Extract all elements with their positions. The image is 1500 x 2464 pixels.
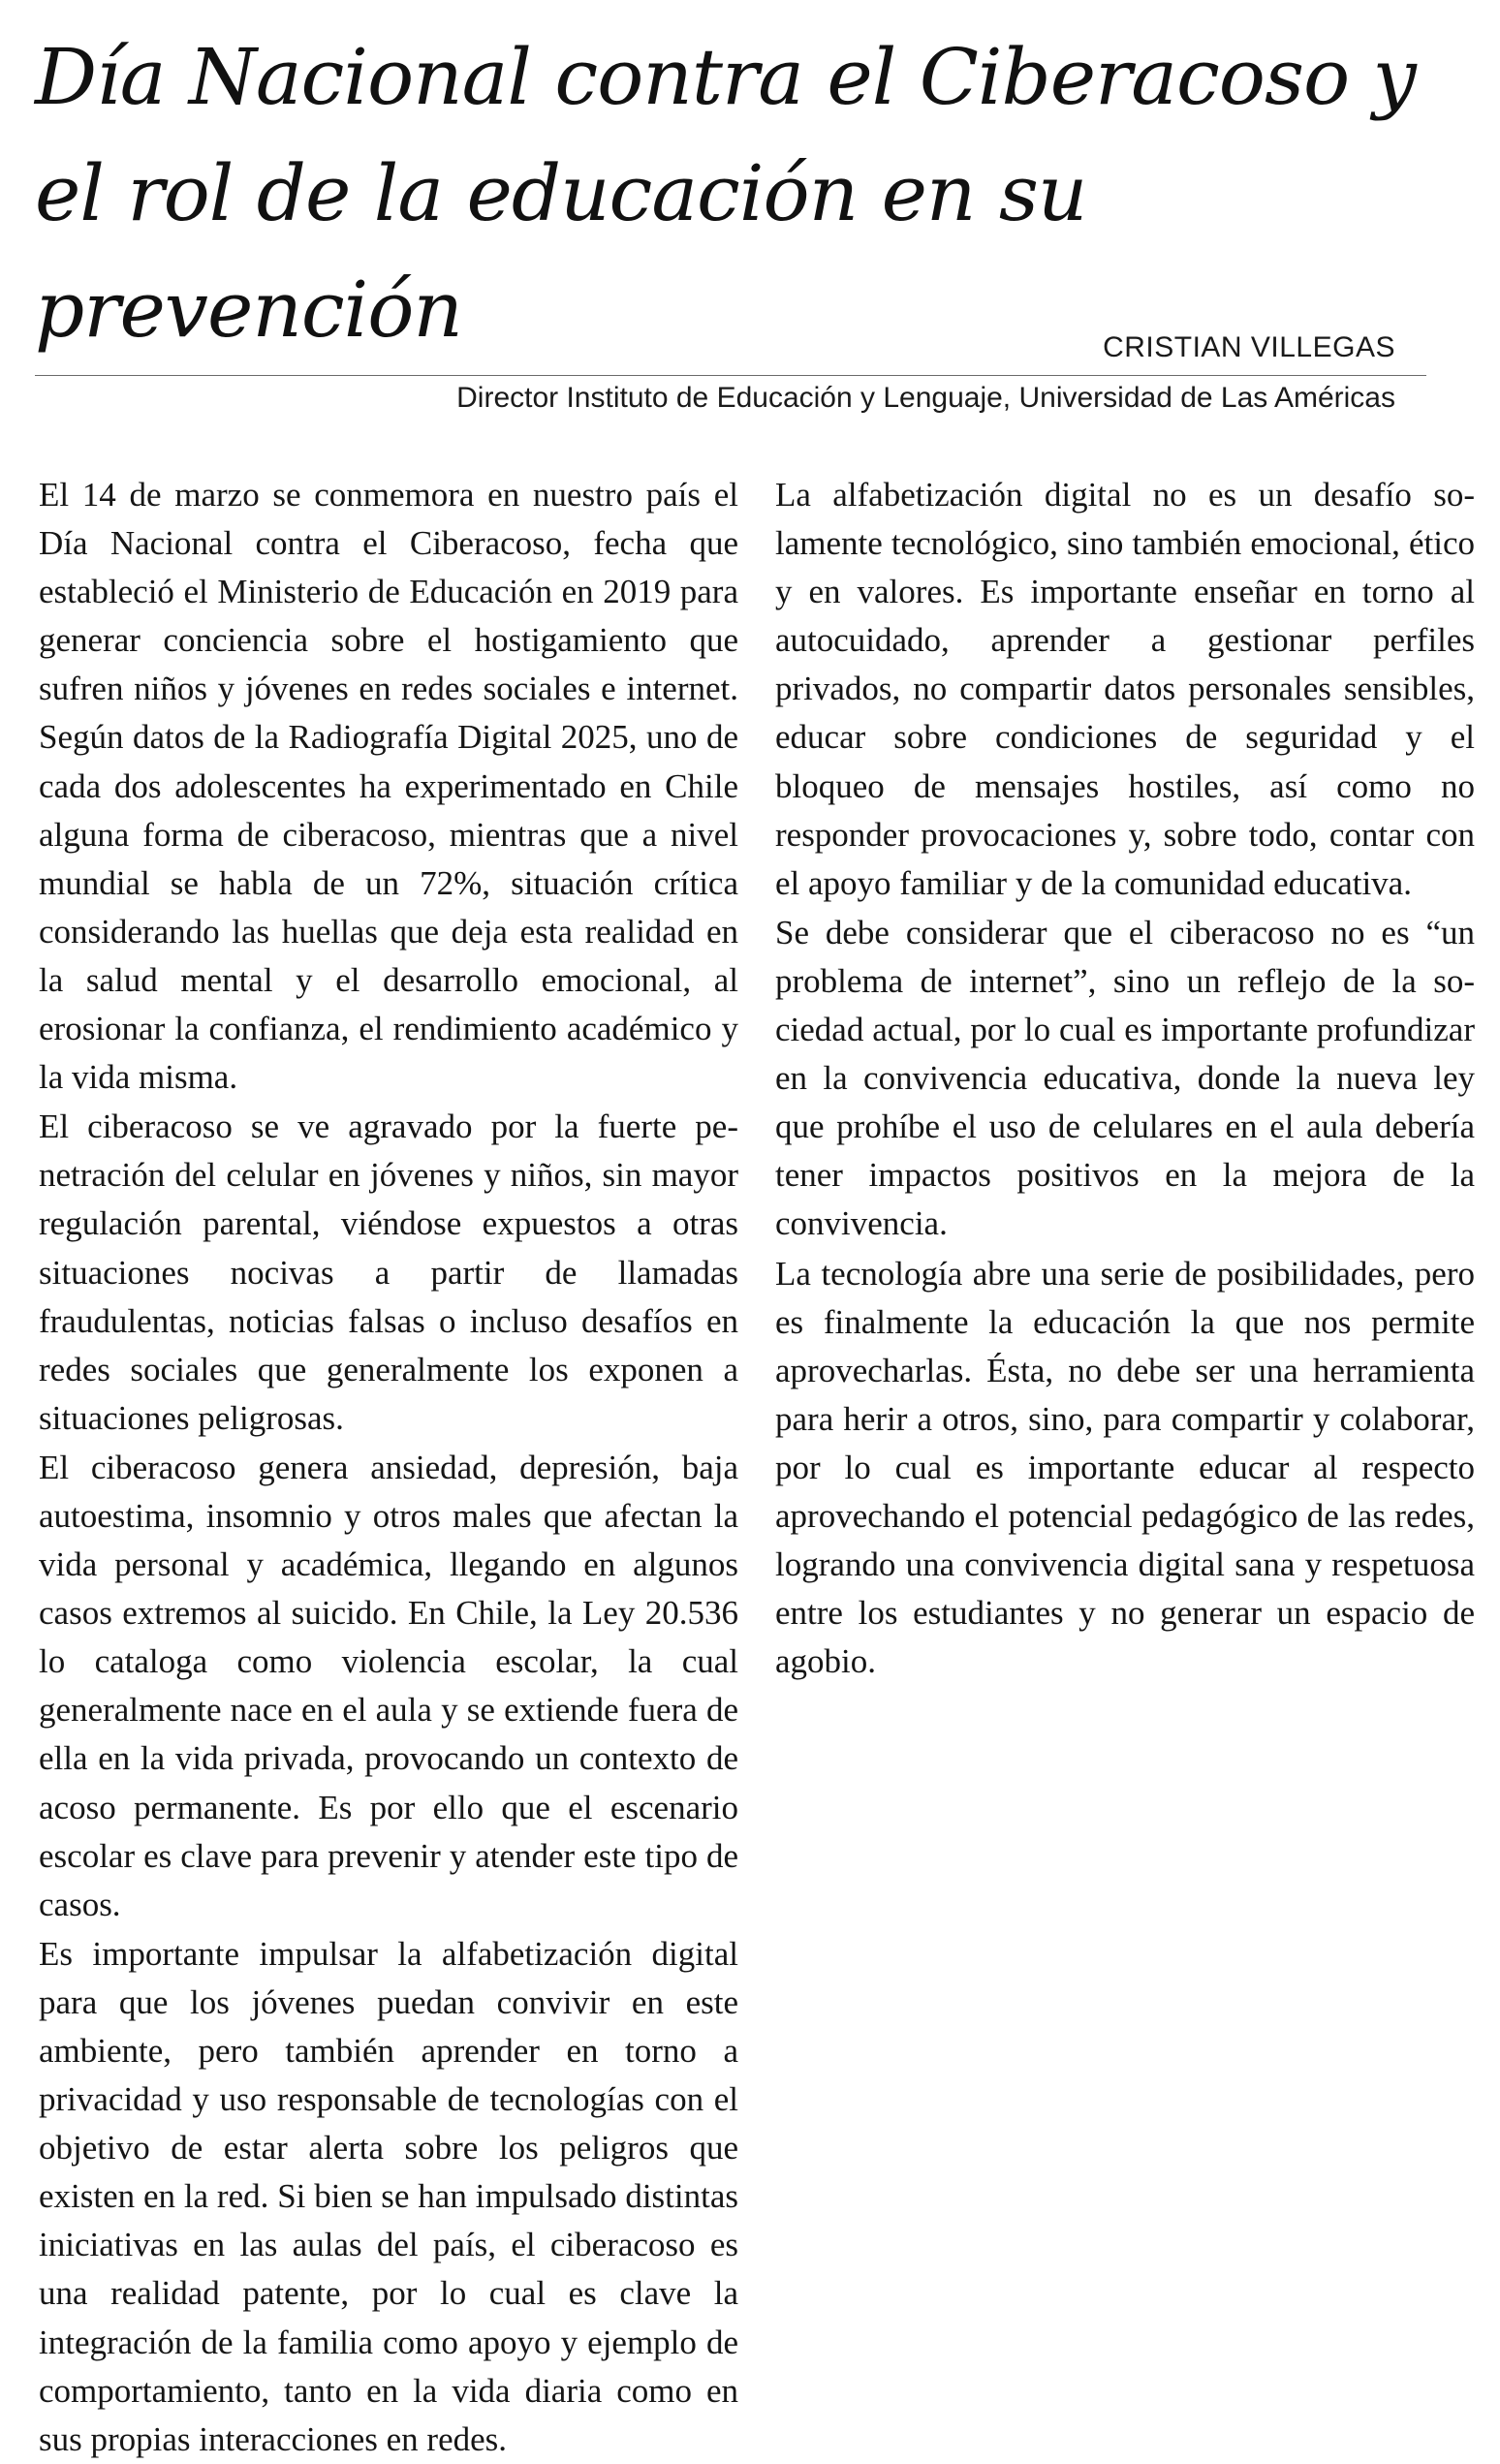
- body-paragraph: El ciberacoso se ve agravado por la fuerte penetración del celular en jóvenes y niños, sin mayor regulación parental, viéndose expuestos a otras situaciones nocivas a partir de llamadas fraudulentas, noticias falsas o incluso desafíos en redes sociales que generalmente los exponen a situaciones peligrosas.: [39, 1107, 738, 1437]
- body-column-left: [39, 471, 738, 2464]
- author-name: CRISTIAN VILLEGAS: [1103, 331, 1395, 363]
- body-paragraph: Se debe considerar que el ciberacoso no es “un problema de internet”, sino un reflejo de la sociedad actual, por lo cual es importante profundizar en la convivencia educativa, donde la nueva ley que prohíbe el uso de celulares en el aula debería tener impactos positivos en la mejora de la convivencia.: [775, 913, 1475, 1243]
- body-column-right: [775, 471, 1475, 1686]
- body-paragraph: El ciberacoso genera ansiedad, depresión, baja autoestima, insomnio y otros males que afectan la vida personal y académica, llegando en algunos casos extremos al suicido. En Chile, la Ley 20.536 lo cataloga como violencia escolar, la cual generalmente nace en el aula y se extiende fuera de ella en la vida privada, provocando un contexto de acoso permanente. Es por ello que el escenario escolar es clave para prevenir y atender este tipo de casos.: [39, 1448, 738, 1923]
- article-headline: Día Nacional contra el Ciberacoso y el rol de la educación en su prevención: [35, 32, 1416, 355]
- body-paragraph: Es importante impulsar la alfabetización digital para que los jóvenes puedan convivir en este ambiente, pero también aprender en torno a privacidad y uso responsable de tecnologías con el objetivo de estar alerta sobre los peligros que existen en la red. Si bien se han impulsado distintas iniciativas en las aulas del país, el ciberacoso es una realidad patente, por lo cual es clave la integración de la familia como apoyo y ejemplo de comportamiento, tanto en la vida diaria como en sus propias interacciones en redes.: [39, 1934, 738, 2458]
- author-role: Director Instituto de Educación y Lenguaje, Universidad de Las Américas: [456, 382, 1395, 414]
- body-paragraph: La tecnología abre una serie de posibilidades, pero es finalmente la educación la que nos permite aprovecharlas. Ésta, no debe ser una herramienta para herir a otros, sino, para compartir y colaborar, por lo cual es importante educar al respecto aprovechando el potencial pedagógico de las redes, logrando una convivencia digital sana y respetuosa entre los estudiantes y no generar un espacio de agobio.: [775, 1254, 1475, 1681]
- body-paragraph: La alfabetización digital no es un desafío solamente tecnológico, sino también emocional, ético y en valores. Es importante enseñar en torno al autocuidado, aprender a gestionar perfiles privados, no compartir datos personales sensibles, educar sobre condiciones de seguridad y el bloqueo de mensajes hostiles, así como no responder provocaciones y, sobre todo, contar con el apoyo familiar y de la comunidad educativa.: [775, 476, 1475, 902]
- body-paragraph: El 14 de marzo se conmemora en nuestro país el Día Nacional contra el Ciberacoso, fecha que estableció el Ministerio de Educación en 2019 para generar conciencia sobre el hostigamiento que sufren niños y jóvenes en redes sociales e internet. Según datos de la Radiografía Digital 2025, uno de cada dos adolescentes ha experimentado en Chile alguna forma de ciberacoso, mientras que a nivel mundial se habla de un 72%, situación crítica considerando las huellas que deja esta realidad en la salud mental y el desarrollo emocional, al erosionar la confianza, el rendimiento académico y la vida misma.: [39, 476, 738, 1097]
- byline-divider: [35, 375, 1426, 376]
